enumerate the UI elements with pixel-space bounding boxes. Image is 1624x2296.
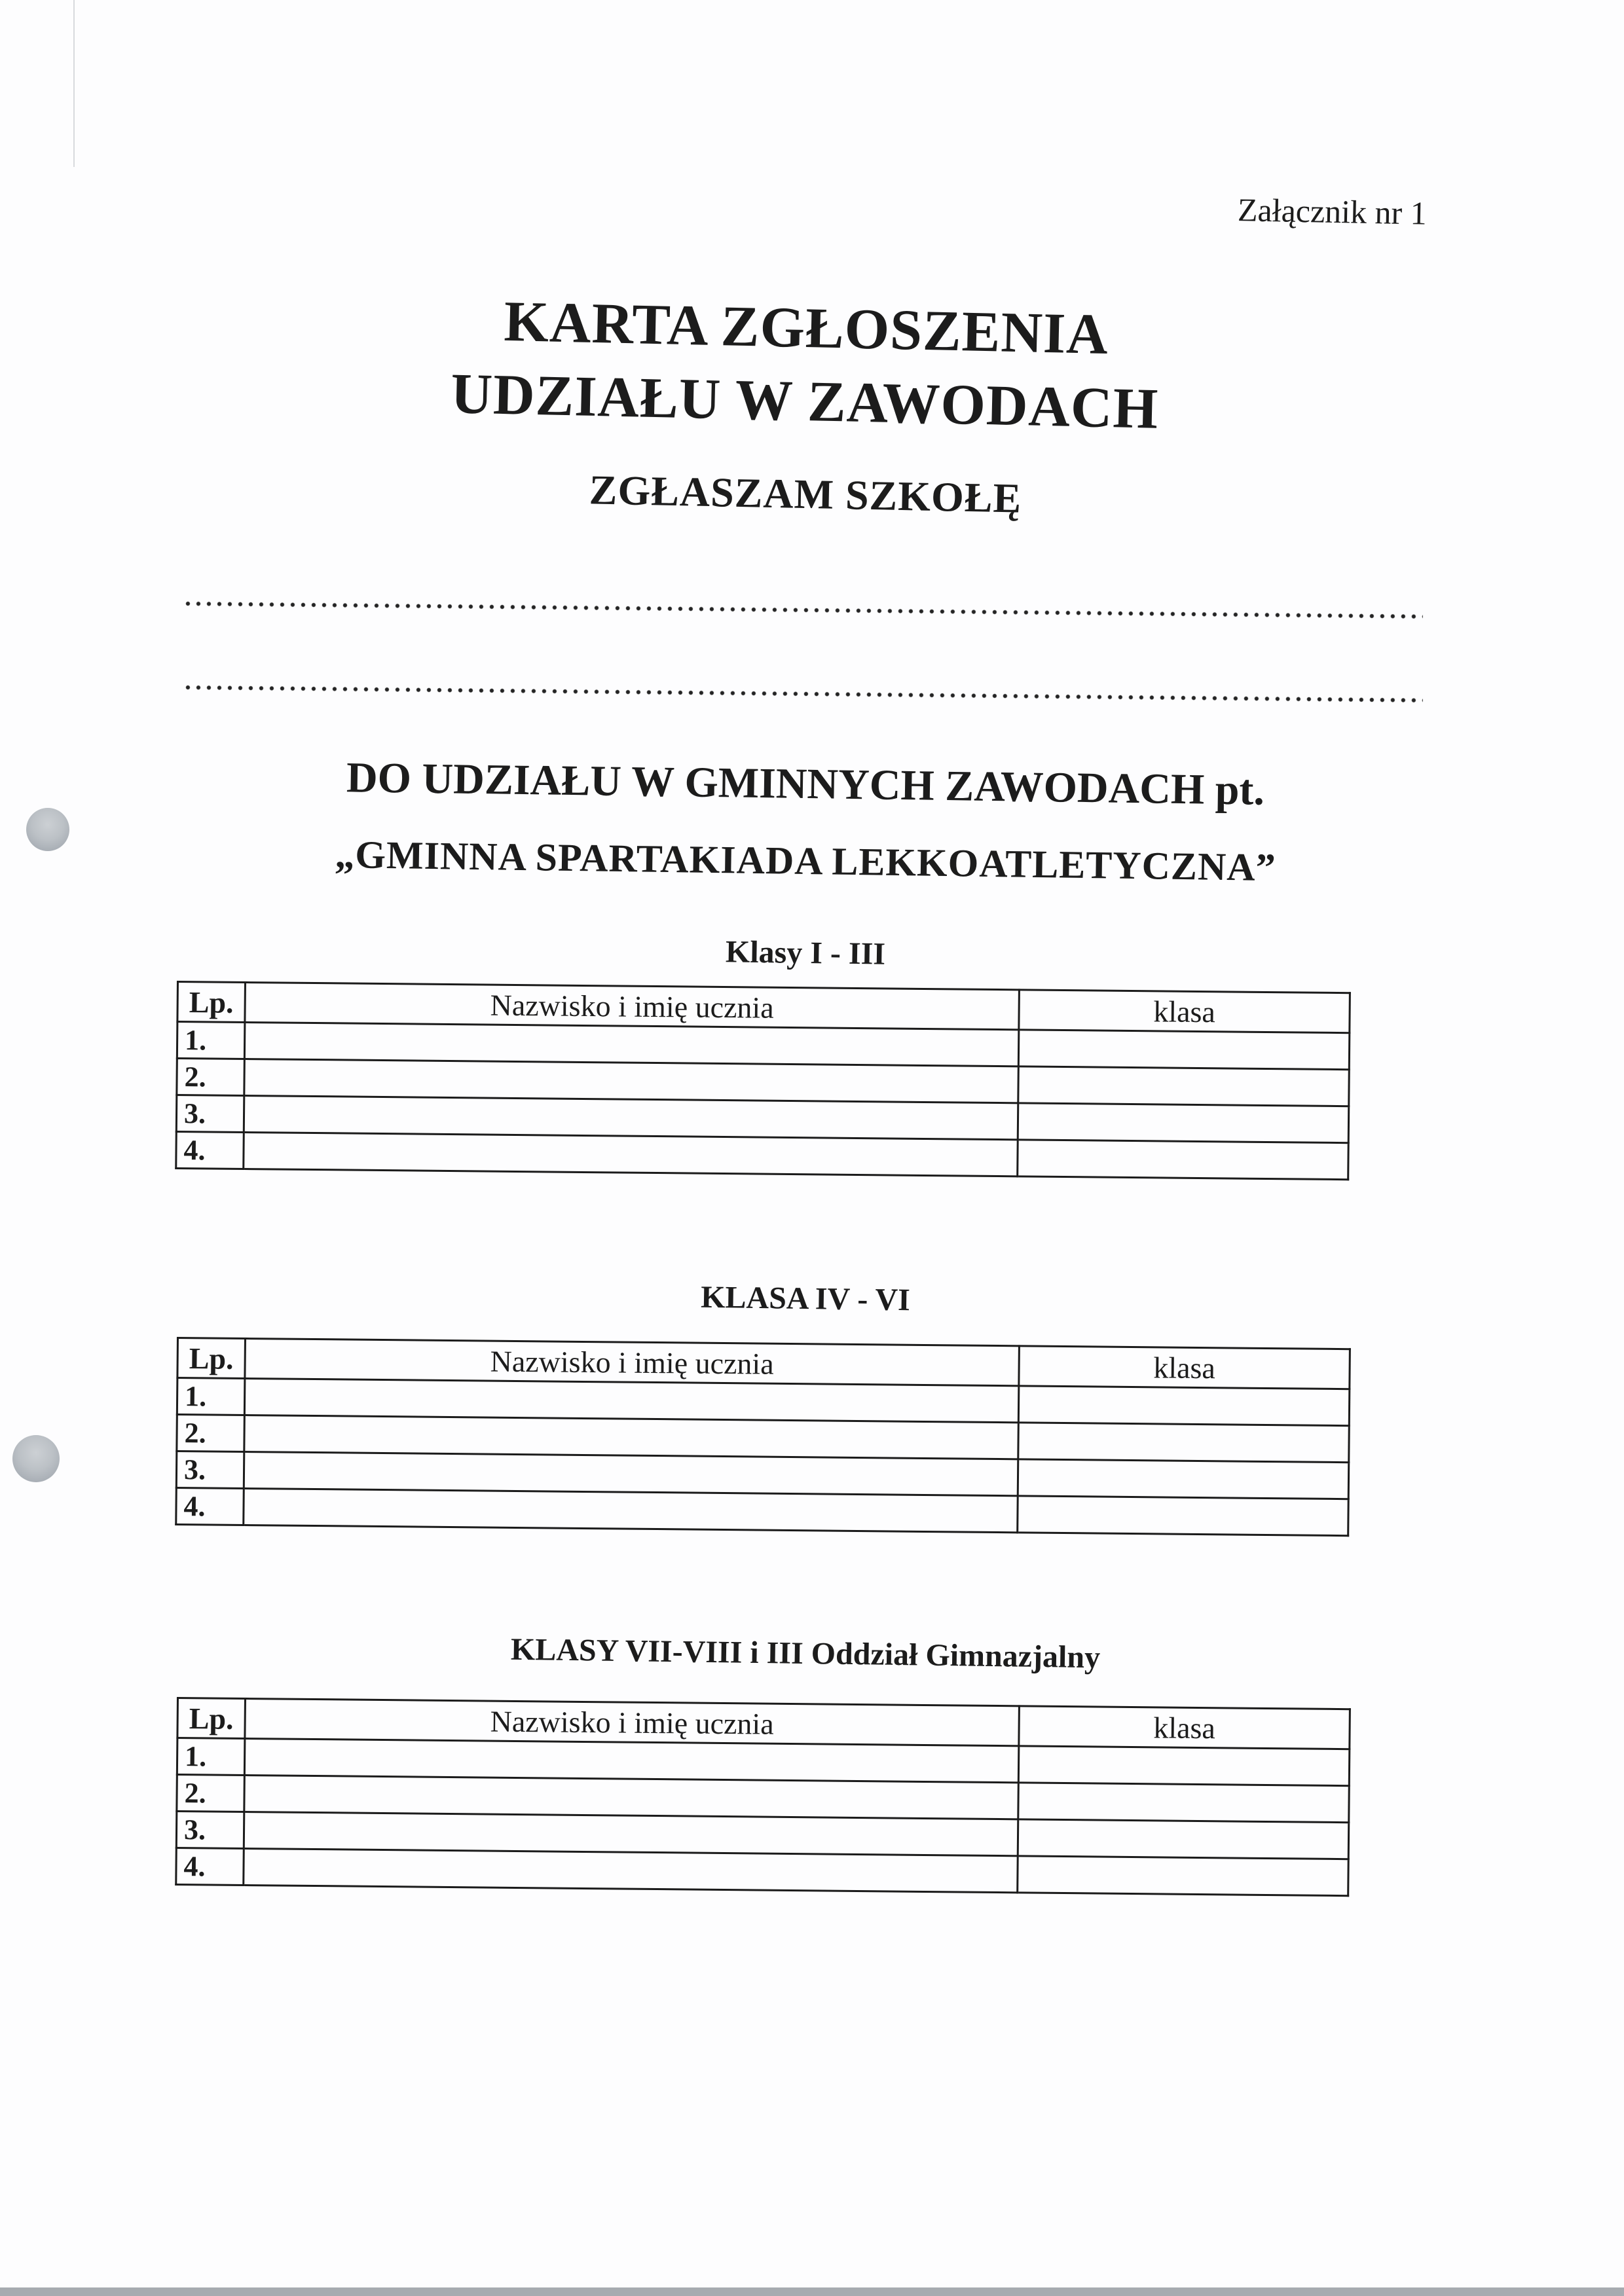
section-heading-classes-7-8-gym: KLASY VII-VIII i III Oddział Gimnazjalny [510,1631,1101,1675]
class-cell [1018,1783,1350,1823]
col-header-lp: Lp. [177,1698,246,1739]
col-header-lp: Lp. [177,1338,246,1379]
class-cell [1018,1140,1349,1180]
scan-edge-artifact [73,0,75,167]
class-cell [1018,1030,1350,1070]
roster-table-classes-1-3 [175,981,1351,1180]
student-name-cell [244,1132,1018,1176]
student-name-cell [244,1488,1018,1532]
scanner-bed-strip [0,2287,1624,2296]
row-number-cell: 2. [177,1059,245,1096]
row-number-cell: 3. [176,1095,244,1133]
col-header-student-name: Nazwisko i imię ucznia [245,1699,1020,1746]
student-name-cell [244,1848,1018,1892]
event-intro-line: DO UDZIAŁU W GMINNYCH ZAWODACH pt. [346,754,1265,814]
col-header-lp: Lp. [177,982,246,1023]
roster-table-classes-7-8-gym [175,1697,1351,1897]
row-number-cell: 2. [177,1775,245,1812]
row-number-cell: 1. [177,1738,245,1776]
class-cell [1018,1423,1350,1463]
row-number-cell: 3. [176,1812,244,1849]
class-cell [1018,1819,1349,1859]
hole-punch-mark [26,808,69,851]
class-cell [1018,1746,1350,1786]
form-title-line-1: KARTA ZGŁOSZENIA [503,289,1109,367]
col-header-class: klasa [1019,990,1350,1033]
class-cell [1018,1066,1350,1106]
col-header-class: klasa [1019,1346,1350,1389]
roster-table-classes-4-6 [175,1337,1351,1537]
row-number-cell: 4. [176,1132,244,1169]
class-cell [1018,1856,1349,1896]
row-number-cell: 1. [177,1378,245,1415]
row-number-cell: 1. [177,1022,245,1059]
section-heading-classes-1-3: Klasy I - III [725,934,886,972]
class-cell [1018,1103,1349,1143]
form-title-line-2: UDZIAŁU W ZAWODACH [450,362,1160,441]
attachment-label: Załącznik nr 1 [1237,191,1428,232]
class-cell [1018,1459,1349,1499]
school-name-fill-line-2 [185,685,1423,703]
hole-punch-mark [12,1435,60,1482]
register-school-label: ZGŁASZAM SZKOŁĘ [589,466,1022,522]
event-name-line: „GMINNA SPARTAKIADA LEKKOATLETYCZNA” [334,832,1277,890]
class-cell [1018,1386,1350,1426]
form-title [156,278,1455,452]
col-header-class: klasa [1019,1706,1350,1749]
row-number-cell: 2. [177,1415,245,1452]
col-header-student-name: Nazwisko i imię ucznia [245,983,1020,1030]
section-heading-classes-4-6: KLASA IV - VI [700,1279,911,1318]
row-number-cell: 4. [176,1848,244,1886]
school-name-fill-line-1 [185,601,1423,619]
row-number-cell: 3. [176,1451,244,1489]
row-number-cell: 4. [176,1488,244,1525]
class-cell [1018,1496,1349,1536]
col-header-student-name: Nazwisko i imię ucznia [245,1339,1020,1386]
